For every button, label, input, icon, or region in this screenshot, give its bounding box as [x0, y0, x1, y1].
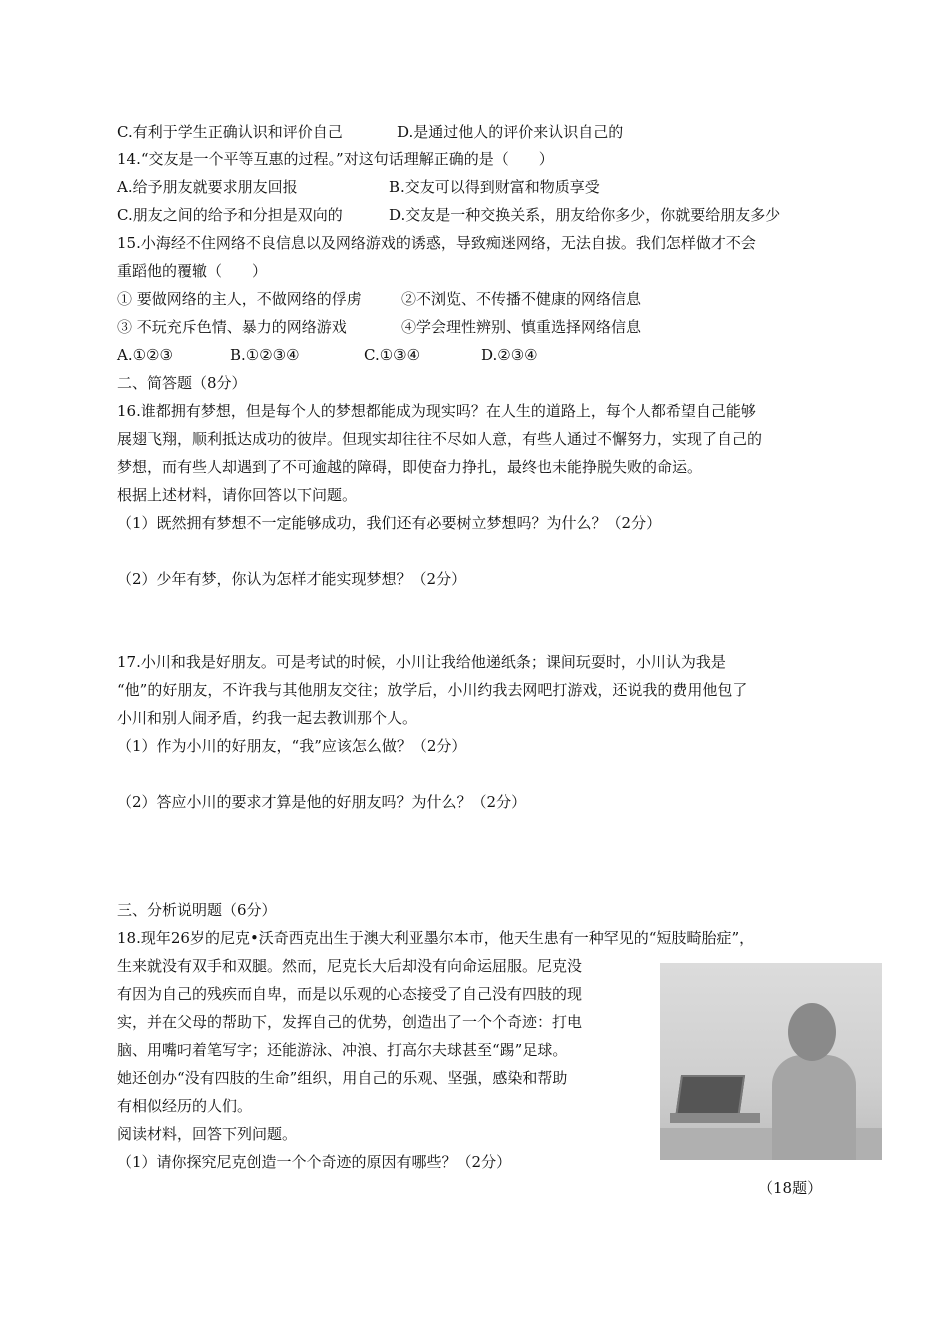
q18-line1: 18.现年26岁的尼克•沃奇西克出生于澳大利亚墨尔本市，他天生患有一种罕见的“短肢畸胎症”，: [117, 929, 755, 947]
q15-item-3: ③ 不玩充斥色情、暴力的网络游戏: [117, 318, 347, 336]
q13-option-c: C.有利于学生正确认识和评价自己: [117, 123, 343, 141]
q18-line8: 阅读材料，回答下列问题。: [117, 1125, 298, 1143]
person-head: [788, 1003, 836, 1061]
q13-option-d: D.是通过他人的评价来认识自己的: [397, 123, 624, 141]
q17-sub2: （2）答应小川的要求才算是他的好朋友吗？为什么？（2分）: [117, 793, 527, 811]
q15-item-4: ④学会理性辨别、慎重选择网络信息: [401, 318, 642, 336]
q14-option-d: D.交友是一种交换关系，朋友给你多少，你就要给朋友多少: [389, 206, 781, 224]
q15-stem-line2: 重蹈他的覆辙（ ）: [117, 262, 268, 280]
q16-line4: 根据上述材料，请你回答以下问题。: [117, 486, 358, 504]
person-body: [772, 1055, 856, 1160]
q17-line3: 小川和别人闹矛盾，约我一起去教训那个人。: [117, 709, 418, 727]
q15-option-d: D.②③④: [481, 346, 538, 364]
q18-photo-caption: （18题）: [758, 1179, 823, 1197]
laptop-base: [670, 1113, 760, 1123]
q18-line2: 生来就没有双手和双腿。然而，尼克长大后却没有向命运屈服。尼克没: [117, 957, 583, 975]
q15-item-1: ① 要做网络的主人，不做网络的俘虏: [117, 290, 362, 308]
q17-sub1: （1）作为小川的好朋友，“我”应该怎么做？（2分）: [117, 737, 467, 755]
q18-line6: 她还创办“没有四肢的生命”组织，用自己的乐观、坚强，感染和帮助: [117, 1069, 568, 1087]
q17-line2: “他”的好朋友，不许我与其他朋友交往；放学后，小川约我去网吧打游戏，还说我的费用他包了: [117, 681, 748, 699]
q16-line2: 展翅飞翔，顺利抵达成功的彼岸。但现实却往往不尽如人意，有些人通过不懈努力，实现了自己的: [117, 430, 763, 448]
q15-stem-line1: 15.小海经不住网络不良信息以及网络游戏的诱惑，导致痴迷网络，无法自拔。我们怎样做才不会: [117, 234, 756, 252]
q15-option-a: A.①②③: [117, 346, 173, 364]
q14-option-b: B.交友可以得到财富和物质享受: [389, 178, 600, 196]
q14-stem: 14.“交友是一个平等互惠的过程。”对这句话理解正确的是（ ）: [117, 150, 554, 168]
q15-item-2: ②不浏览、不传播不健康的网络信息: [401, 290, 642, 308]
q16-sub1: （1）既然拥有梦想不一定能够成功，我们还有必要树立梦想吗？为什么？（2分）: [117, 514, 662, 532]
q18-photo: [660, 963, 882, 1160]
section2-title: 二、简答题（8分）: [117, 374, 247, 392]
q16-line1: 16.谁都拥有梦想，但是每个人的梦想都能成为现实吗？在人生的道路上，每个人都希望自己能够: [117, 402, 756, 420]
q16-line3: 梦想，而有些人却遇到了不可逾越的障碍，即使奋力挣扎，最终也未能挣脱失败的命运。: [117, 458, 703, 476]
q18-line5: 脑、用嘴叼着笔写字；还能游泳、冲浪、打高尔夫球甚至“踢”足球。: [117, 1041, 568, 1059]
q16-sub2: （2）少年有梦，你认为怎样才能实现梦想？（2分）: [117, 570, 467, 588]
q18-line3: 有因为自己的残疾而自卑，而是以乐观的心态接受了自己没有四肢的现: [117, 985, 583, 1003]
q18-line7: 有相似经历的人们。: [117, 1097, 253, 1115]
q18-line4: 实，并在父母的帮助下，发挥自己的优势，创造出了一个个奇迹：打电: [117, 1013, 583, 1031]
section3-title: 三、分析说明题（6分）: [117, 901, 277, 919]
q18-sub1: （1）请你探究尼克创造一个个奇迹的原因有哪些？（2分）: [117, 1153, 512, 1171]
q15-option-b: B.①②③④: [230, 346, 300, 364]
q14-option-a: A.给予朋友就要求朋友回报: [117, 178, 298, 196]
q14-option-c: C.朋友之间的给予和分担是双向的: [117, 206, 343, 224]
q15-option-c: C.①③④: [364, 346, 421, 364]
q17-line1: 17.小川和我是好朋友。可是考试的时候，小川让我给他递纸条；课间玩耍时，小川认为我是: [117, 653, 726, 671]
